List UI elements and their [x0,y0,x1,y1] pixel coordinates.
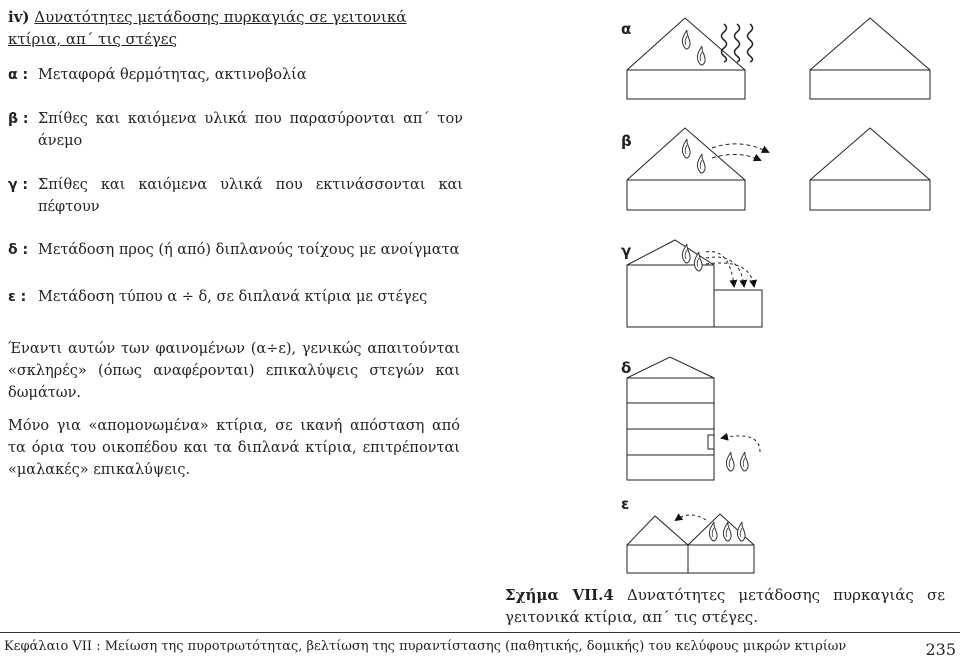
legend-item-b [8,108,463,152]
legend-key: ε : [8,289,27,305]
caption-label: Σχήμα VII.4 [505,586,614,604]
diagram-beta [627,128,930,210]
section-heading [8,6,463,50]
legend-item-a [8,64,463,86]
heat-wave-icon [748,24,753,62]
legend-text: Μετάδοση τύπου α ÷ δ, σε διπλανά κτίρια με στέγες [38,289,428,305]
spread-arrow [722,436,760,452]
paragraph-soft-roofs: Μόνο για «απομονωμένα» κτίρια, σε ικανή απόσταση από τα όρια του οικοπέδου και τα διπλανά κτίρια, επιτρέπονται «μαλακές» επικαλύψεις. [8,418,460,478]
footer-chapter: Κεφάλαιο VII : Μείωση της πυροτρωτότητας, βελτίωση της πυραντίστασης (παθητικής, δομικής) του κελύφους μικρών κτιρίων [4,639,847,654]
diagram-alpha [627,18,930,99]
diagram-delta [627,357,760,480]
diagram-epsilon [627,514,754,573]
heat-wave-icon [735,24,740,62]
figure-label-c: γ [621,242,632,260]
legend-text: Σπίθες και καιόμενα υλικά που εκτινάσσονται και πέφτουν [38,177,463,215]
footer-divider [0,632,960,633]
figure-label-e: ε [621,495,630,513]
diagram-gamma [627,240,762,327]
fire-spread-figure [600,0,960,580]
paragraph-hard-roofs: Έναντι αυτών των φαινομένων (α÷ε), γενικώς απαιτούνται «σκληρές» (όπως αναφέρονται) επικαλύψεις στεγών και δωμάτων. [8,341,460,401]
page-number: 235 [925,640,956,659]
flame-icon [726,452,734,471]
figure-caption [505,584,945,628]
caption-text: Δυνατότητες μετάδοσης πυρκαγιάς σε γειτονικά κτίρια, απ΄ τις στέγες. [505,586,945,626]
legend-key: β : [8,111,29,127]
section-title: Δυνατότητες μετάδοσης πυρκαγιάς σε γειτονικά κτίρια, απ΄ τις στέγες [8,8,407,48]
flame-icon [737,522,745,541]
legend-item-c [8,174,463,218]
legend-item-d [8,239,463,261]
figure-label-a: α [621,20,632,38]
legend-text: Μεταφορά θερμότητας, ακτινοβολία [38,67,307,83]
legend-key: γ : [8,177,29,193]
spark-trajectory-arrow [712,144,768,152]
section-number: iv) [8,8,30,26]
figure-label-b: β [621,132,632,150]
flame-icon [740,452,748,471]
wall-opening [708,435,714,449]
legend-item-e [8,286,463,308]
legend-text: Μετάδοση προς (ή από) διπλανούς τοίχους με ανοίγματα [38,242,460,258]
figure-label-d: δ [621,359,632,377]
legend-text: Σπίθες και καιόμενα υλικά που παρασύρονται απ΄ τον άνεμο [38,111,463,149]
legend-key: δ : [8,242,29,258]
spread-arrow [676,515,706,520]
legend-key: α : [8,67,29,83]
